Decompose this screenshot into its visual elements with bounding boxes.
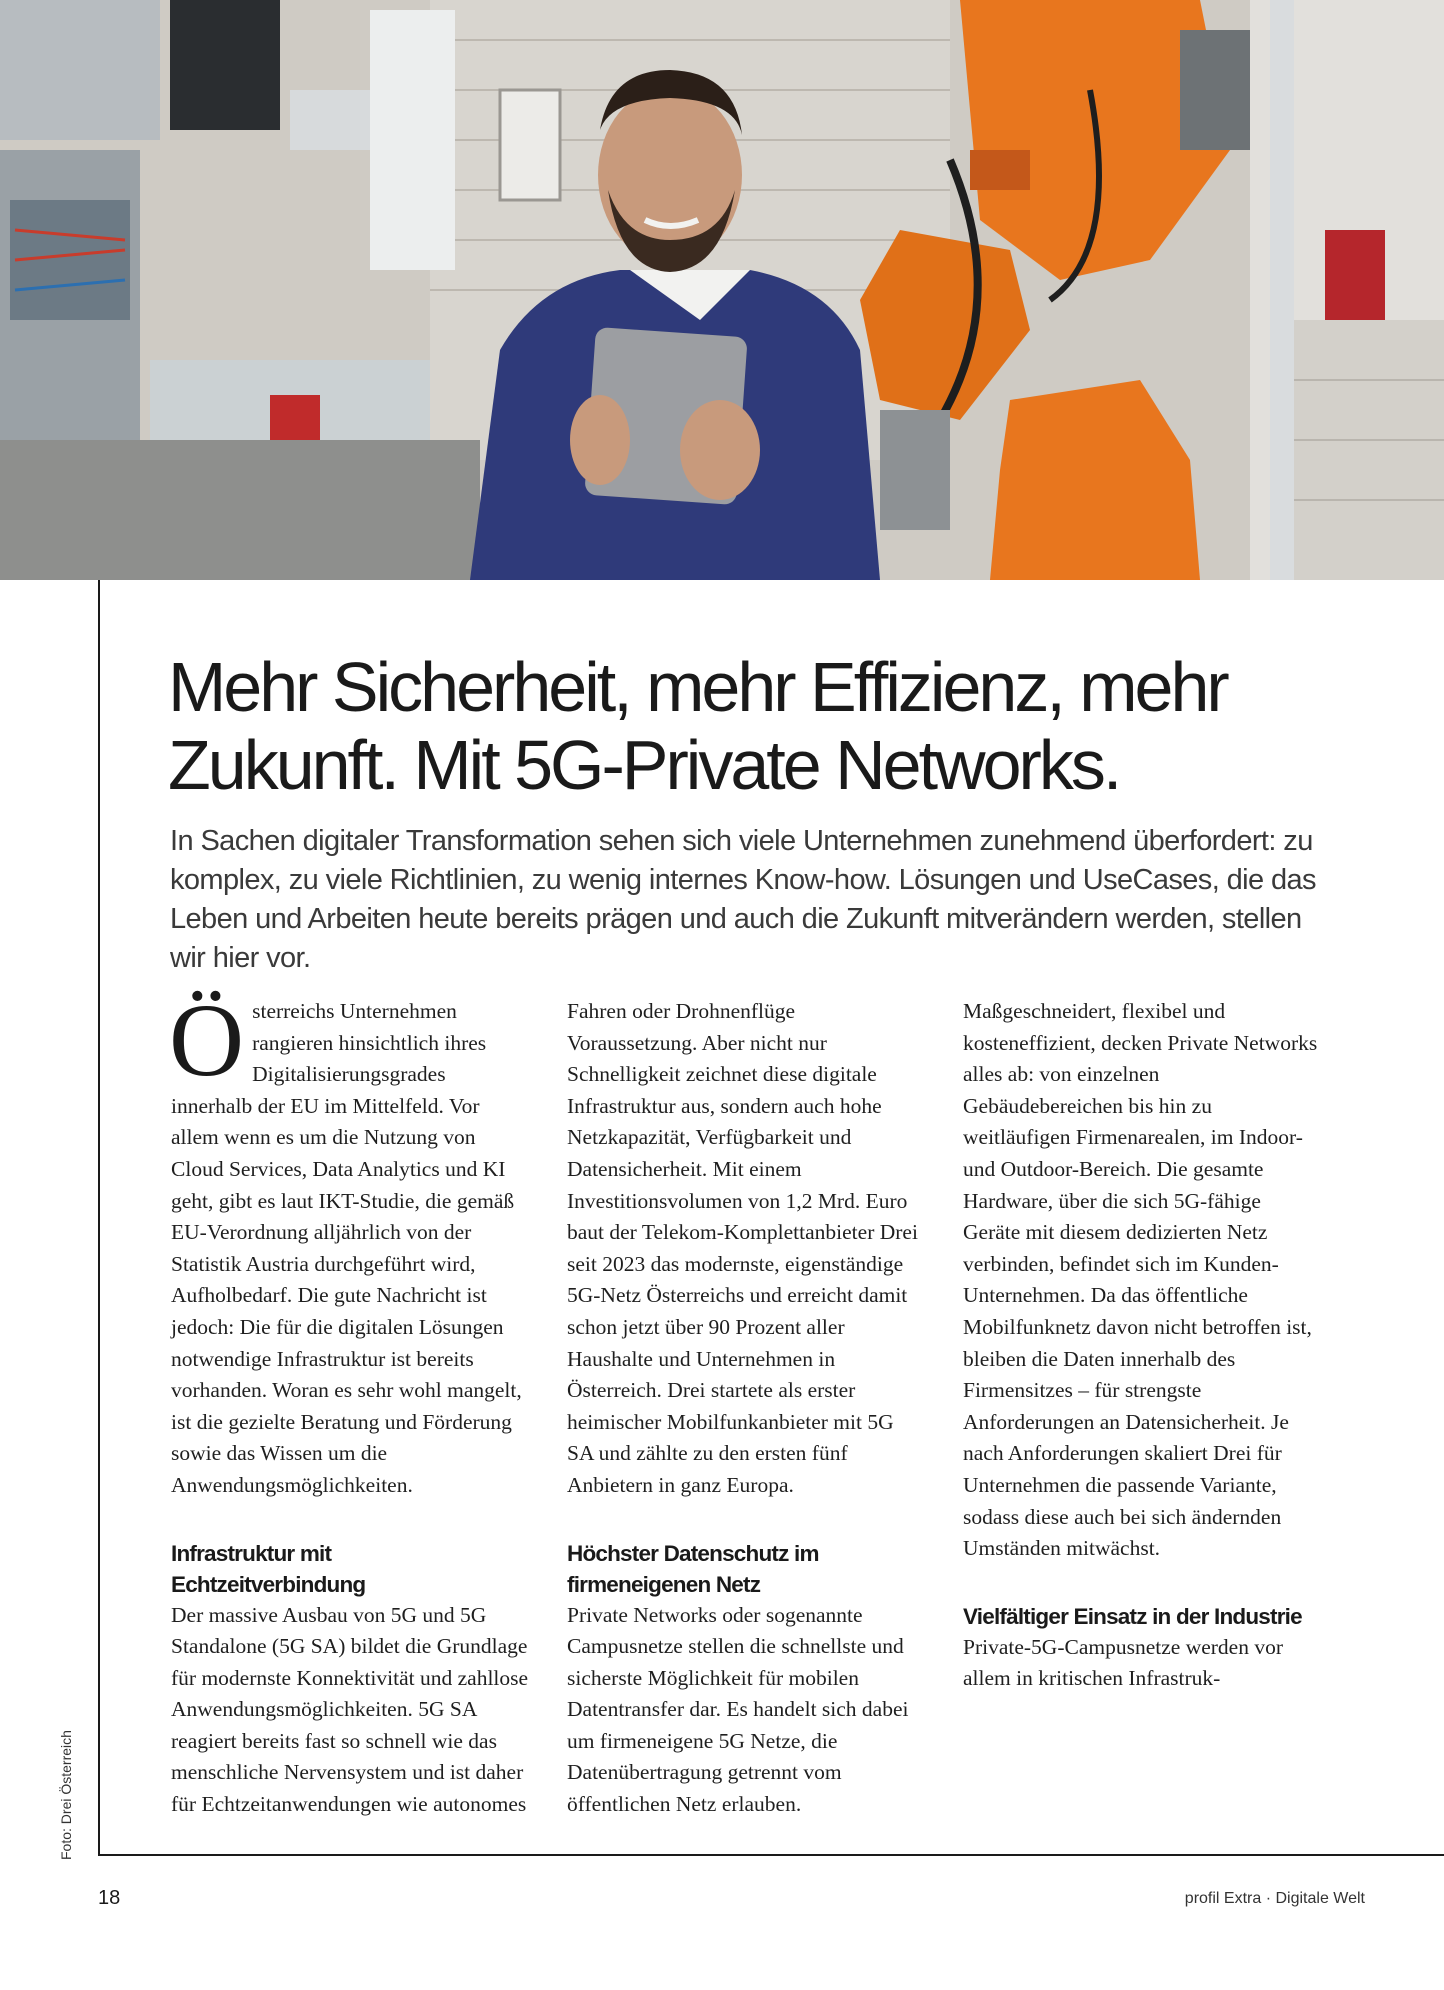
article-body	[169, 983, 1321, 1826]
lead-paragraph: In Sachen digitaler Transformation sehen sich viele Unternehmen zunehmend überfordert: zu komplex, zu viele Richtlinien, zu wenig internes Know-how. Lösungen und UseCases, die das Leben und Arbeiten heute bereits prägen und auch die Zukunft mitverändern werden, stellen wir hier vor.	[170, 825, 1316, 974]
header-photo	[0, 0, 1444, 580]
paragraph-3-continued: Maßgeschneidert, flexibel und kosteneffizient, decken Private Networks alles ab: von einzelnen Gebäudebereichen bis hin zu weitläufigen Firmenarealen, im Indoor- und Outdoor-Bereich. Die gesamte Hardware, über die sich 5G-fähige Geräte mit diesem dedizierten Netz verbinden, befindet sich im Kunden-Unternehmen. Da das öffentliche Mobilfunknetz davon nicht betroffen ist, bleiben die Daten innerhalb des Firmensitzes – für strengste Anforderungen an Datensicherheit. Je nach Anforderungen skaliert Drei für Unternehmen die passende Variante, sodass diese auch bei sich ändernden Umständen mitwächst.	[963, 999, 1318, 1561]
headline: Mehr Sicherheit, mehr Effizienz, mehr Zukunft. Mit 5G-Private Networks.	[168, 648, 1227, 804]
photo-credit: Foto: Drei Österreich	[58, 1730, 74, 1860]
subheading-datenschutz: Höchster Datenschutz im firmeneigenen Netz	[567, 1540, 819, 1597]
paragraph-2: Der massive Ausbau von 5G und 5G Standalone (5G SA) bildet die Grundlage für modernste Konnektivität und zahllose Anwendungsmöglichkeiten. 5G SA reagiert bereits fast so schnell wie das menschliche Nervensystem und ist daher für Echtzeitanwendungen wie autonomes	[171, 1602, 529, 1817]
paragraph-2-continued: Fahren oder Drohnenflüge Voraussetzung. Aber nicht nur Schnelligkeit zeichnet diese digitale Infrastruktur aus, sondern auch hohe Netzkapazität, Verfügbarkeit und Datensicherheit. Mit einem Investitionsvolumen von 1,2 Mrd. Euro baut der Telekom-Komplettanbieter Drei seit 2023 das modernste, eigenständige 5G-Netz Österreichs und erreicht damit schon jetzt über 90 Prozent aller Haushalte und Unternehmen in Österreich. Drei startete als erster heimischer Mobilfunkanbieter mit 5G SA und zählte zu den ersten fünf Anbietern in ganz Europa.	[567, 999, 918, 1497]
subheading-industrie: Vielfältiger Einsatz in der Industrie	[963, 1603, 1302, 1629]
paragraph-4: Private-5G-Campusnetze werden vor allem in kritischen Infrastruk-	[963, 1634, 1284, 1691]
article-column-3	[963, 996, 1321, 1826]
page-number: 18	[98, 1887, 121, 1909]
paragraph-1-text: sterreichs Unternehmen rangieren hinsichtlich ihres Digitalisierungsgrades innerhalb der EU im Mittelfeld. Vor allem wenn es um die Nutzung von Cloud Services, Data Analytics und KI geht, gibt es laut IKT-Studie, die gemäß EU-Verordnung alljährlich von der Statistik Austria durchgeführt wird, Aufholbedarf. Die gute Nachricht ist jedoch: Die für die digitalen Lösungen notwendige Infrastruktur ist bereits vorhanden. Woran es sehr wohl mangelt, ist die gezielte Beratung und Förderung sowie das Wissen um die Anwendungsmöglichkeiten.	[171, 999, 522, 1497]
paragraph-1	[169, 983, 529, 1502]
dropcap: Ö	[169, 983, 245, 1098]
article-column-1	[169, 983, 529, 1826]
paragraph-3: Private Networks oder sogenannte Campusnetze stellen die schnellste und sicherste Möglichkeit für mobilen Datentransfer dar. Es handelt sich dabei um firmeneigene 5G Netze, die Datenübertragung getrennt vom öffentlichen Netz erlauben.	[567, 1602, 909, 1817]
photo-factory-worker-robot-arm	[0, 0, 1444, 580]
article-column-2	[567, 996, 925, 1826]
subheading-infrastruktur: Infrastruktur mit Echtzeitverbindung	[171, 1540, 366, 1597]
frame-bottom-rule	[98, 1854, 1444, 1856]
publication-title: profil Extra · Digitale Welt	[1184, 1890, 1365, 1907]
frame-left-rule	[98, 580, 100, 1856]
